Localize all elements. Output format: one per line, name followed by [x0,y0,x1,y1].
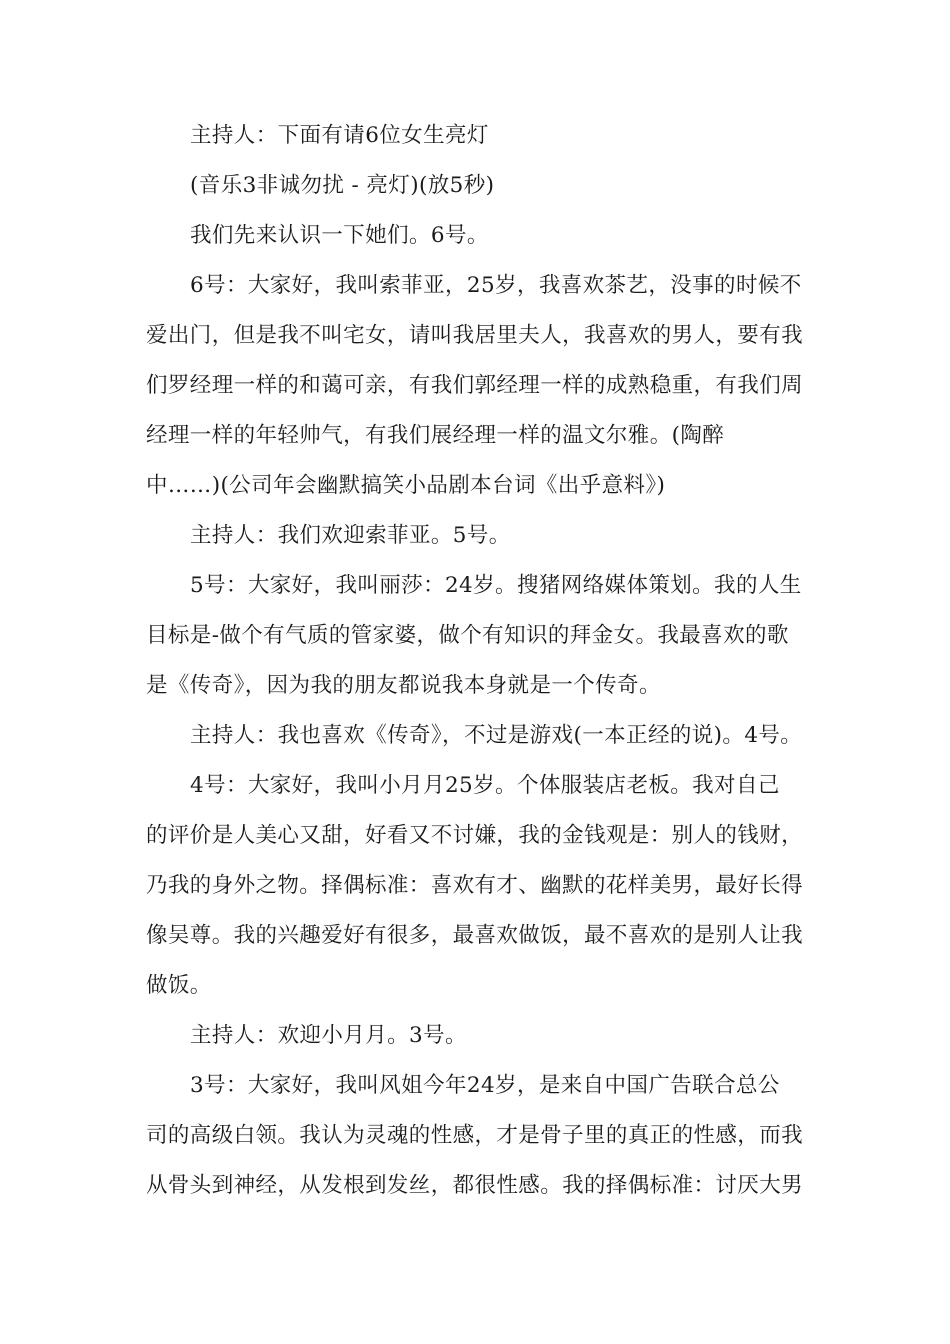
host-line-welcome-yueyue: 主持人：欢迎小月月。3号。 [190,1023,467,1048]
no4-paragraph-line-5: 做饭。 [146,973,212,998]
no6-paragraph-line-1: 6号：大家好，我叫索菲亚，25岁，我喜欢茶艺，没事的时候不 [190,273,802,298]
stage-direction-music: (音乐3非诚勿扰 - 亮灯)(放5秒) [190,173,495,198]
host-line-meet: 我们先来认识一下她们。6号。 [190,223,489,248]
no4-paragraph-line-2: 的评价是人美心又甜，好看又不讨嫌，我的金钱观是：别人的钱财， [146,823,804,848]
no6-paragraph-line-2: 爱出门，但是我不叫宅女，请叫我居里夫人，我喜欢的男人，要有我 [146,323,804,348]
no3-paragraph-line-1: 3号：大家好，我叫风姐今年24岁，是来自中国广告联合总公 [190,1073,780,1098]
no6-paragraph-line-4: 经理一样的年轻帅气，有我们展经理一样的温文尔雅。(陶醉 [146,423,725,448]
no5-paragraph-line-2: 目标是-做个有气质的管家婆，做个有知识的拜金女。我最喜欢的歌 [146,623,789,648]
no6-paragraph-line-5: 中……)(公司年会幽默搞笑小品剧本台词《出乎意料》) [146,473,666,498]
no5-paragraph-line-3: 是《传奇》，因为我的朋友都说我本身就是一个传奇。 [146,673,661,698]
no3-paragraph-line-2: 司的高级白领。我认为灵魂的性感，才是骨子里的真正的性感，而我 [146,1123,804,1148]
no4-paragraph-line-4: 像吴尊。我的兴趣爱好有很多，最喜欢做饭，最不喜欢的是别人让我 [146,923,804,948]
host-line-legend: 主持人：我也喜欢《传奇》，不过是游戏(一本正经的说)。4号。 [190,723,803,748]
host-line-intro: 主持人：下面有请6位女生亮灯 [190,123,489,148]
no6-paragraph-line-3: 们罗经理一样的和蔼可亲，有我们郭经理一样的成熟稳重，有我们周 [146,373,804,398]
no4-paragraph-line-3: 乃我的身外之物。择偶标准：喜欢有才、幽默的花样美男，最好长得 [146,873,804,898]
no4-paragraph-line-1: 4号：大家好，我叫小月月25岁。个体服装店老板。我对自己 [190,773,780,798]
no5-paragraph-line-1: 5号：大家好，我叫丽莎：24岁。搜猪网络媒体策划。我的人生 [190,573,802,598]
no3-paragraph-line-3: 从骨头到神经，从发根到发丝，都很性感。我的择偶标准：讨厌大男 [146,1173,804,1198]
host-line-welcome-sophia: 主持人：我们欢迎索菲亚。5号。 [190,523,511,548]
